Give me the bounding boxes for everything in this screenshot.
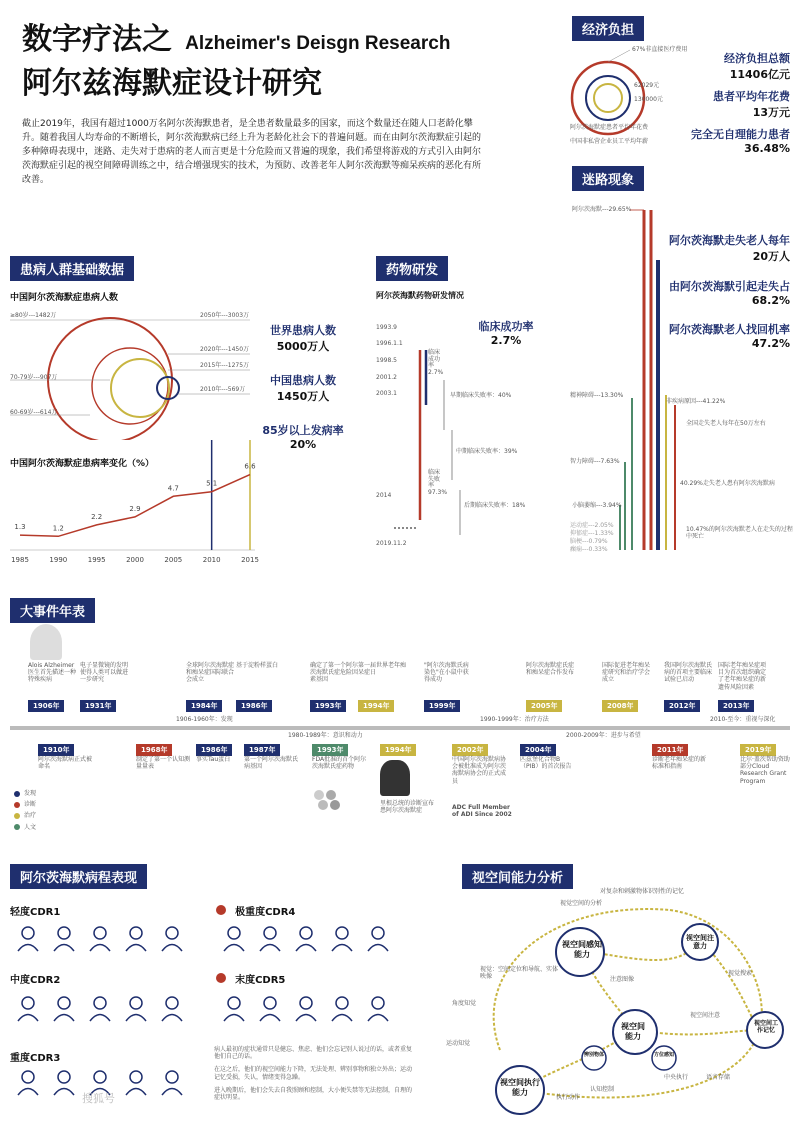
top-event-text: 确定了第一个阿尔茨海默氏症危险因素基因 <box>310 662 359 684</box>
drug-stat-label: 临床成功率 <box>478 320 534 333</box>
spatial-node-2: 视空间注意力 <box>686 934 714 951</box>
stage-figure-icon <box>122 994 150 1022</box>
economy-stat-label-2: 患者平均年花费 <box>713 90 790 103</box>
x-tick-label: 1985 <box>11 556 29 564</box>
spatial-node-7: 方位感知 <box>654 1052 675 1058</box>
title-en: Alzheimer's Deisgn Research <box>185 33 451 54</box>
lost-stat-label-2: 由阿尔茨海默引起走失占 <box>669 280 790 293</box>
top-event-year: 1999年 <box>424 700 460 712</box>
top-event-text: 国际老年痴呆症项目为首次组织确定了老年痴呆症的新遗传风险因素 <box>718 662 767 691</box>
stage-desc-3: 进入晚期后，他们会失去自我照顾和控制，大小便失禁等无法控制，自理的症状明显。 <box>214 1086 413 1101</box>
bottom-event-year: 1910年 <box>38 744 74 756</box>
bottom-event-text: 诊断老年痴呆症的新标准和指南 <box>652 756 707 771</box>
spatial-node-6: 辨别物体 <box>584 1052 605 1058</box>
stage-5-label: 末度CDR5 <box>235 975 286 986</box>
top-event-text: 全球阿尔茨海默症和痴呆症国际联合会成立 <box>186 662 235 684</box>
lost-left-label-4: 运动症---2.05% <box>570 522 614 529</box>
x-tick-label: 2005 <box>164 556 183 564</box>
pill-icons <box>314 790 344 810</box>
spatial-arc-7: 注意图像 <box>610 976 635 983</box>
drug-label-1: 临床成功率 2.7% <box>428 349 444 376</box>
lost-left-label-3: 小脑萎缩---3.94% <box>572 502 622 509</box>
top-event-text: 第一届世界老年痴呆症日 <box>358 662 407 677</box>
economy-label-1: 67%非直接医疗费用 <box>632 46 688 53</box>
bottom-event-text: 中国阿尔茨海默病协会被批准成为阿尔茨海默病协会的正式成员 <box>452 756 507 785</box>
stage-figure-icon <box>86 994 114 1022</box>
patients-stat-label-1: 世界患病人数 <box>270 324 336 337</box>
lost-left-label-5: 抑郁症---1.33% <box>570 530 614 537</box>
stage-4-label: 极重度CDR4 <box>235 907 296 918</box>
lost-right-label-1: 非疾病原因---41.22% <box>666 398 726 405</box>
economy-label-2: 62029元 <box>634 82 660 89</box>
stage-figure-icon <box>364 994 392 1022</box>
top-event-text: Alois Alzheimer医生首先描述一种特殊疾病 <box>28 662 77 684</box>
lost-stat-value-2: 68.2% <box>751 294 790 307</box>
bottom-event-year: 1986年 <box>196 744 232 756</box>
title-cn-2: 阿尔兹海默症设计研究 <box>22 66 322 101</box>
stage-figure-icon <box>364 924 392 952</box>
reagan-photo <box>380 760 410 796</box>
drug-year-3: 1998.5 <box>376 357 397 364</box>
patients-tag: 患病人群基础数据 <box>10 256 134 281</box>
x-tick-label: 2015 <box>241 556 259 564</box>
top-event-text: 我国阿尔茨海默氏病的首项主要临床试验已启动 <box>664 662 713 684</box>
legend-4: 人文 <box>24 823 37 831</box>
patients-sub1: 中国阿尔茨海默症患病人数 <box>10 293 119 303</box>
circle-label-1: ≥80岁---1482万 <box>10 312 57 319</box>
spatial-tag: 视空间能力分析 <box>462 864 573 889</box>
bottom-event-year: 1968年 <box>136 744 172 756</box>
lost-top-label: 阿尔茨海默---29.65% <box>572 206 632 213</box>
stage-figure-icon <box>50 994 78 1022</box>
bottom-event-year: 1994年 <box>380 744 416 756</box>
data-label: 6.6 <box>244 462 256 471</box>
watermark: 搜狐号 <box>82 1092 115 1105</box>
stages-tag: 阿尔茨海默病程表现 <box>10 864 147 889</box>
bottom-event-text: 第一个阿尔茨海默氏病基因 <box>244 756 299 771</box>
circle-label-2: 70-79岁---907万 <box>10 374 58 381</box>
drug-bars <box>372 320 552 550</box>
lost-stat-label-1: 阿尔茨海默走失老人每年 <box>669 234 790 247</box>
drug-tag: 药物研发 <box>376 256 448 281</box>
timeline-tag: 大事件年表 <box>10 598 95 623</box>
top-event-text: 国际促进老年痴呆症研究和治疗学会成立 <box>602 662 651 684</box>
top-event-text: 电子显微镜的发明使得人类可以做进一步研究 <box>80 662 129 684</box>
patients-stat-value-1: 5000万人 <box>276 340 330 353</box>
timeline-period: 1990-1999年：治疗方法 <box>480 716 549 723</box>
stage-figure-icon <box>220 994 248 1022</box>
economy-stat-label-1: 经济负担总额 <box>724 52 790 65</box>
drug-year-7: 2019.11.2 <box>376 540 407 547</box>
economy-label-5: 中国非私营企业员工平均年薪 <box>570 138 649 145</box>
stage-figure-icon <box>14 994 42 1022</box>
top-event-year: 2013年 <box>718 700 754 712</box>
data-label: 1.3 <box>14 523 26 532</box>
stage-figure-icon <box>158 1068 186 1096</box>
stage-2-label: 中度CDR2 <box>10 975 61 986</box>
prevalence-line-chart <box>0 440 260 570</box>
data-label: 4.7 <box>167 484 179 493</box>
bottom-event-year: 1987年 <box>244 744 280 756</box>
circle-label-5: 2020年---1450万 <box>200 346 250 353</box>
stage-figure-icon <box>158 924 186 952</box>
spatial-node-5: 视空间工作记忆 <box>753 1020 778 1035</box>
top-event-year: 1984年 <box>186 700 222 712</box>
x-tick-label: 1995 <box>87 556 106 564</box>
legend-2: 诊断 <box>24 801 37 809</box>
circle-label-7: 2010年---569万 <box>200 386 246 393</box>
stage-figure-icon <box>158 994 186 1022</box>
data-label: 2.9 <box>129 504 141 513</box>
stage-figure-icon <box>50 924 78 952</box>
economy-stat-label-3: 完全无自理能力患者 <box>691 128 790 141</box>
economy-stat-value-3: 36.48% <box>744 142 790 155</box>
stage-figure-icon <box>292 994 320 1022</box>
stage-figure-icon <box>220 924 248 952</box>
top-event-year: 2008年 <box>602 700 638 712</box>
intro-paragraph: 截止2019年，我国有超过1000万名阿尔茨海默患者，是全患者数量最多的国家，而这个数量还在随人口老龄化攀升。随着我国人均寿命的不断增长，阿尔茨海默病已经上升为老龄化社会下的普遍问题。而在由阿尔茨海默症引起的多种障碍表现中，迷路、走失对于患病的老人而言更是十分危险而又普遍的现象，我们希望将游戏的方式引入由阿尔茨海默症引起的视空间障碍训练之中，结合增强现实的技术，为预防、改善老年人阿尔茨海默等痴呆疾病的恶化有所改善。 <box>22 119 482 185</box>
timeline-axis <box>10 726 790 730</box>
economy-label-3: 130000元 <box>634 96 663 103</box>
economy-stat-value-1: 11406亿元 <box>729 68 790 81</box>
stage-figure-icon <box>256 994 284 1022</box>
stage-figure-icon <box>328 994 356 1022</box>
spatial-arc-8: 视空间注意 <box>690 1012 721 1019</box>
stage-figure-icon <box>14 1068 42 1096</box>
spatial-arc-1: 视觉空间的分析 <box>560 900 603 907</box>
alzheimer-portrait <box>30 624 62 660</box>
spatial-arc-9: 中央执行 <box>664 1074 689 1081</box>
spatial-diagram <box>440 880 800 1128</box>
economy-label-4: 阿尔茨海默症患者平均年花费 <box>570 124 649 131</box>
spatial-arc-3: 视觉：空间定位和导航、实体映像 <box>480 966 559 981</box>
timeline-period: 1980-1989年：意识和动力 <box>288 732 363 739</box>
drug-year-6: 2014 <box>376 492 392 499</box>
bottom-event-text: 事实Tau蛋白 <box>196 756 231 763</box>
lost-left-label-7: 癫痫---0.33% <box>570 546 608 553</box>
patients-sub2: 中国阿尔茨海默症患病率变化（%） <box>10 459 155 469</box>
bottom-event-text: 比尔·盖茨帮助资助部分Cloud Research Grant Program <box>740 756 790 785</box>
bottom-event-year: 2011年 <box>652 744 688 756</box>
spatial-arc-11: 执行动作 <box>556 1094 581 1101</box>
patients-circles <box>0 300 260 440</box>
x-tick-label: 2000 <box>126 556 144 564</box>
bottom-event-text: 里根总统的诊断宣布患阿尔茨海默症 <box>380 800 435 815</box>
bottom-event-year: 1993年 <box>312 744 348 756</box>
top-event-year: 1993年 <box>310 700 346 712</box>
timeline-period: 1906-1960年：发现 <box>176 716 233 723</box>
top-event-year: 1994年 <box>358 700 394 712</box>
timeline-period: 2000-2009年：进步与希望 <box>566 732 641 739</box>
top-event-text: "阿尔茨海默氏病染色"在小鼠中获得成功 <box>424 662 469 684</box>
spatial-node-4: 视空间执行能力 <box>500 1078 540 1097</box>
lost-right-label-3: 40.29%走失老人患有阿尔茨海默病 <box>680 480 775 487</box>
economy-tag: 经济负担 <box>572 16 644 41</box>
patients-stat-value-3: 20% <box>289 438 317 451</box>
spatial-arc-6: 视觉搜索 <box>728 970 753 977</box>
drug-label-2: 早期临床失败率：40% <box>450 392 512 399</box>
patients-stat-label-2: 中国患病人数 <box>270 374 336 387</box>
lost-right-label-4: 10.47%的阿尔茨海默老人在走失的过程中死亡 <box>686 526 793 541</box>
drug-stat-value: 2.7% <box>490 334 522 347</box>
stage-figure-icon <box>122 1068 150 1096</box>
stage-figure-icon <box>86 924 114 952</box>
patients-stat-value-2: 1450万人 <box>276 390 330 403</box>
circle-label-6: 2015年---1275万 <box>200 362 250 369</box>
drug-sub: 阿尔茨海默药物研发情况 <box>376 291 464 300</box>
drug-year-4: 2001.2 <box>376 374 397 381</box>
bottom-event-text: 阿尔茨海默病正式被命名 <box>38 756 93 771</box>
top-event-year: 2012年 <box>664 700 700 712</box>
stage-figure-icon <box>292 924 320 952</box>
lost-stat-value-3: 47.2% <box>751 337 790 350</box>
lost-tag: 迷路现象 <box>572 166 644 191</box>
spatial-arc-2: 对复杂和刺激物体识别性的记忆 <box>600 888 685 895</box>
legend-1: 发现 <box>24 790 37 797</box>
bottom-event-text: 匹兹堡化合物B（PIB）的首次报告 <box>520 756 572 771</box>
x-tick-label: 1990 <box>49 556 68 564</box>
drug-year-5: 2003.1 <box>376 390 397 397</box>
circle-label-4: 2050年---3003万 <box>200 312 250 319</box>
drug-year-1: 1993.9 <box>376 324 397 331</box>
spatial-node-1: 视空间感知能力 <box>562 940 602 959</box>
drug-label-3: 中期临床失败率：39% <box>456 448 518 455</box>
top-event-text: 阿尔茨海默症氏症和痴呆症合作发布 <box>526 662 575 677</box>
data-label: 1.2 <box>52 524 64 533</box>
lost-right-label-2: 全国走失老人每年在50万左右 <box>686 420 766 427</box>
top-event-year: 1986年 <box>236 700 272 712</box>
bottom-event-year: 2004年 <box>520 744 556 756</box>
stage-desc-1: 病人最初的症状通常只是健忘、焦虑、他们会忘记别人说过的话，或者重复他们自己的话。 <box>214 1046 413 1061</box>
lost-stat-value-1: 20万人 <box>752 250 790 263</box>
data-label: 2.2 <box>91 512 103 521</box>
patients-stat-label-3: 85岁以上发病率 <box>262 424 344 437</box>
lost-left-label-6: 脑梗---0.79% <box>570 538 608 545</box>
stage-figure-icon <box>328 924 356 952</box>
bottom-event-text: 制定了第一个认知测量量表 <box>136 756 191 771</box>
top-event-year: 1906年 <box>28 700 64 712</box>
adc-logo-text: ADC Full Member of ADI Since 2002 <box>452 804 512 819</box>
drug-label-4: 后期临床失败率：18% <box>464 502 526 509</box>
timeline-period: 2010-至今：重视与深化 <box>710 716 776 723</box>
legend-3: 治疗 <box>24 812 37 820</box>
spatial-arc-5: 运动知觉 <box>446 1040 471 1047</box>
spatial-arc-4: 角度知觉 <box>452 1000 477 1007</box>
lost-stat-label-3: 阿尔茨海默老人找回机率 <box>669 323 790 336</box>
drug-label-5: 临床失败率 97.3% <box>428 469 448 496</box>
economy-stat-value-2: 13万元 <box>752 106 790 119</box>
spatial-node-3: 视空间能力 <box>621 1022 645 1041</box>
bottom-event-year: 2002年 <box>452 744 488 756</box>
bottom-event-year: 2019年 <box>740 744 776 756</box>
data-label: 5.1 <box>206 479 218 488</box>
stage-1-label: 轻度CDR1 <box>10 907 61 918</box>
x-tick-label: 2010 <box>202 556 221 564</box>
lost-left-label-1: 精神障碍---13.30% <box>570 392 624 399</box>
economy-circles <box>570 42 690 152</box>
spatial-arc-12: 认知控制 <box>590 1086 615 1093</box>
circle-label-3: 60-69岁---614万 <box>10 409 58 416</box>
stage-figure-icon <box>14 924 42 952</box>
top-event-year: 2005年 <box>526 700 562 712</box>
stage-desc-2: 在这之后，他们的视空间能力下降，无法处理、辨别事物和独立外出；运动记忆受损，失认，情绪变得急躁。 <box>214 1066 413 1081</box>
top-event-year: 1931年 <box>80 700 116 712</box>
title-cn-1: 数字疗法之 <box>22 22 172 57</box>
bottom-event-text: FDA批准的首个阿尔茨海默氏症药物 <box>312 756 367 771</box>
stage-figure-icon <box>256 924 284 952</box>
spatial-arc-10: 语音存储 <box>706 1074 731 1081</box>
stage-3-label: 重度CDR3 <box>10 1053 61 1064</box>
drug-year-2: 1996.1.1 <box>376 340 403 347</box>
stage-figure-icon <box>122 924 150 952</box>
top-event-text: 基于淀粉样蛋白 <box>236 662 279 669</box>
stage-figure-icon <box>50 1068 78 1096</box>
lost-left-label-2: 智力障碍---7.63% <box>570 458 620 465</box>
